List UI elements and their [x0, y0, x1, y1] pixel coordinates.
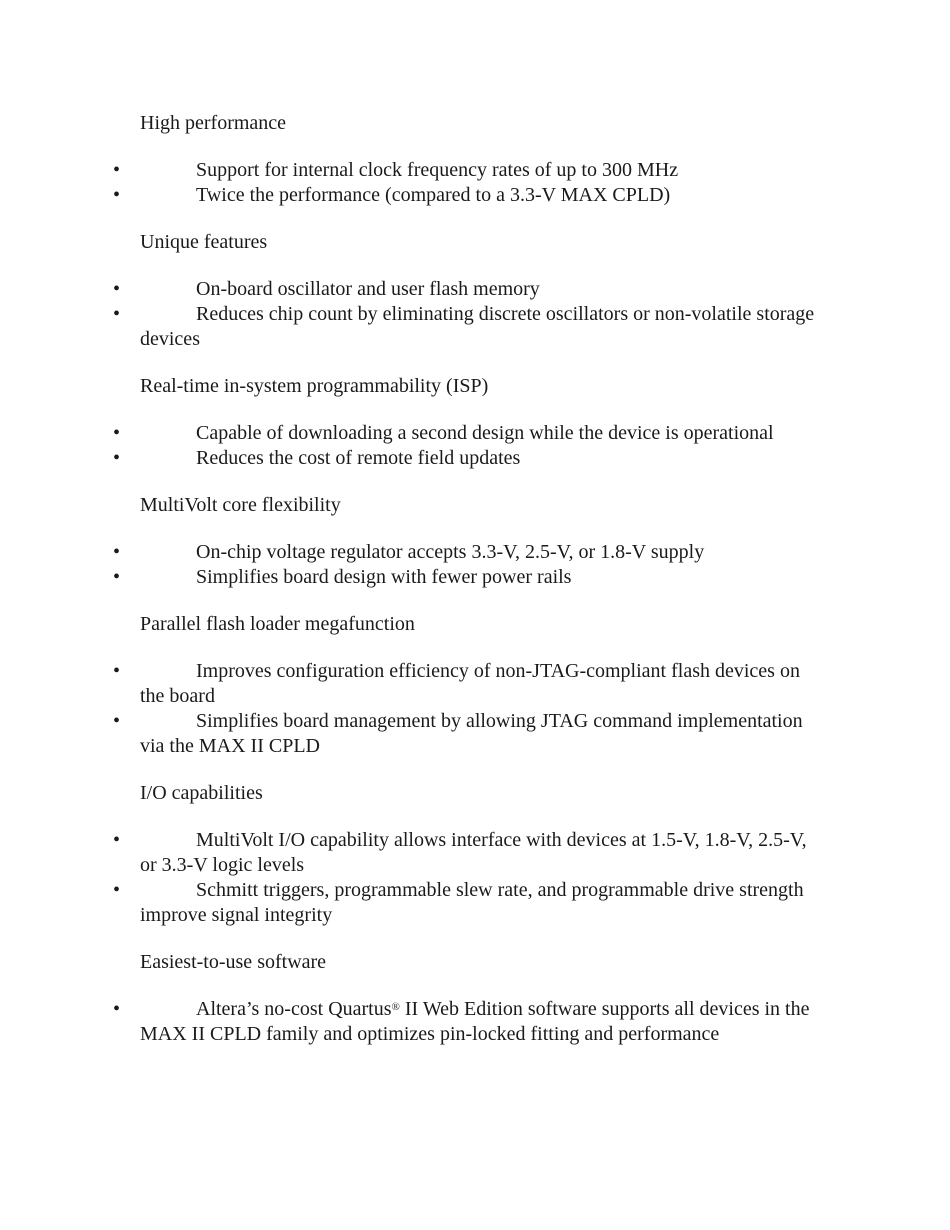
bullet-icon — [113, 302, 120, 327]
list-item — [140, 158, 820, 183]
bullet-icon — [113, 421, 120, 446]
section-heading: MultiVolt core flexibility — [140, 494, 341, 516]
list-item-text: Simplifies board design with fewer power rails — [196, 566, 572, 588]
list-item-text: On-board oscillator and user flash memory — [196, 278, 540, 300]
list-item — [140, 709, 820, 759]
list-item — [140, 828, 820, 878]
list-item — [140, 277, 820, 302]
section-heading: Unique features — [140, 231, 268, 253]
bullet-icon — [113, 277, 120, 302]
section-isp — [140, 374, 820, 471]
list-item — [140, 540, 820, 565]
list-item-text: On-chip voltage regulator accepts 3.3-V, 2.5-V, or 1.8-V supply — [196, 541, 705, 563]
document-body — [140, 111, 820, 1069]
section-parallel-flash-loader — [140, 612, 820, 759]
bullet-list — [140, 277, 820, 352]
section-heading: Parallel flash loader megafunction — [140, 613, 415, 635]
section-heading: I/O capabilities — [140, 782, 263, 804]
section-heading: Easiest-to-use software — [140, 951, 327, 973]
bullet-list — [140, 540, 820, 590]
bullet-list — [140, 158, 820, 208]
bullet-icon — [113, 158, 120, 183]
section-multivolt-core — [140, 493, 820, 590]
bullet-list — [140, 828, 820, 928]
list-item-text: Support for internal clock frequency rates of up to 300 MHz — [196, 159, 679, 181]
bullet-list — [140, 997, 820, 1047]
section-unique-features — [140, 230, 820, 352]
list-item-text: Simplifies board management by allowing JTAG command implementation via the MAX II CPLD — [140, 710, 803, 757]
list-item — [140, 878, 820, 928]
list-item-text: Twice the performance (compared to a 3.3-V MAX CPLD) — [196, 184, 671, 206]
section-heading: Real-time in-system programmability (ISP) — [140, 375, 489, 397]
list-item — [140, 659, 820, 709]
bullet-list — [140, 659, 820, 759]
list-item-text: II Web Edition software supports all devices in the MAX II CPLD family and optimizes pin-locked fitting and performance — [140, 998, 810, 1045]
bullet-icon — [113, 709, 120, 734]
list-item-text: Schmitt triggers, programmable slew rate, and programmable drive strength improve signal integrity — [140, 879, 804, 926]
registered-mark: ® — [391, 1001, 400, 1013]
list-item-text: Capable of downloading a second design while the device is operational — [196, 422, 774, 444]
list-item-text: Improves configuration efficiency of non-JTAG-compliant flash devices on the board — [140, 660, 800, 707]
section-software — [140, 950, 820, 1047]
section-high-performance — [140, 111, 820, 208]
list-item-text: MultiVolt I/O capability allows interface with devices at 1.5-V, 1.8-V, 2.5-V, or 3.3-V logic levels — [140, 829, 807, 876]
list-item-text: Altera’s no-cost Quartus — [196, 998, 392, 1020]
list-item-text: Reduces the cost of remote field updates — [196, 447, 521, 469]
list-item — [140, 446, 820, 471]
bullet-list — [140, 421, 820, 471]
bullet-icon — [113, 997, 120, 1022]
bullet-icon — [113, 183, 120, 208]
list-item — [140, 565, 820, 590]
bullet-icon — [113, 878, 120, 903]
bullet-icon — [113, 446, 120, 471]
bullet-icon — [113, 565, 120, 590]
bullet-icon — [113, 828, 120, 853]
list-item — [140, 997, 820, 1047]
section-heading: High performance — [140, 112, 287, 134]
section-io-capabilities — [140, 781, 820, 928]
list-item-text: Reduces chip count by eliminating discrete oscillators or non-volatile storage devices — [140, 303, 815, 350]
bullet-icon — [113, 540, 120, 565]
bullet-icon — [113, 659, 120, 684]
list-item — [140, 183, 820, 208]
list-item — [140, 302, 820, 352]
list-item — [140, 421, 820, 446]
